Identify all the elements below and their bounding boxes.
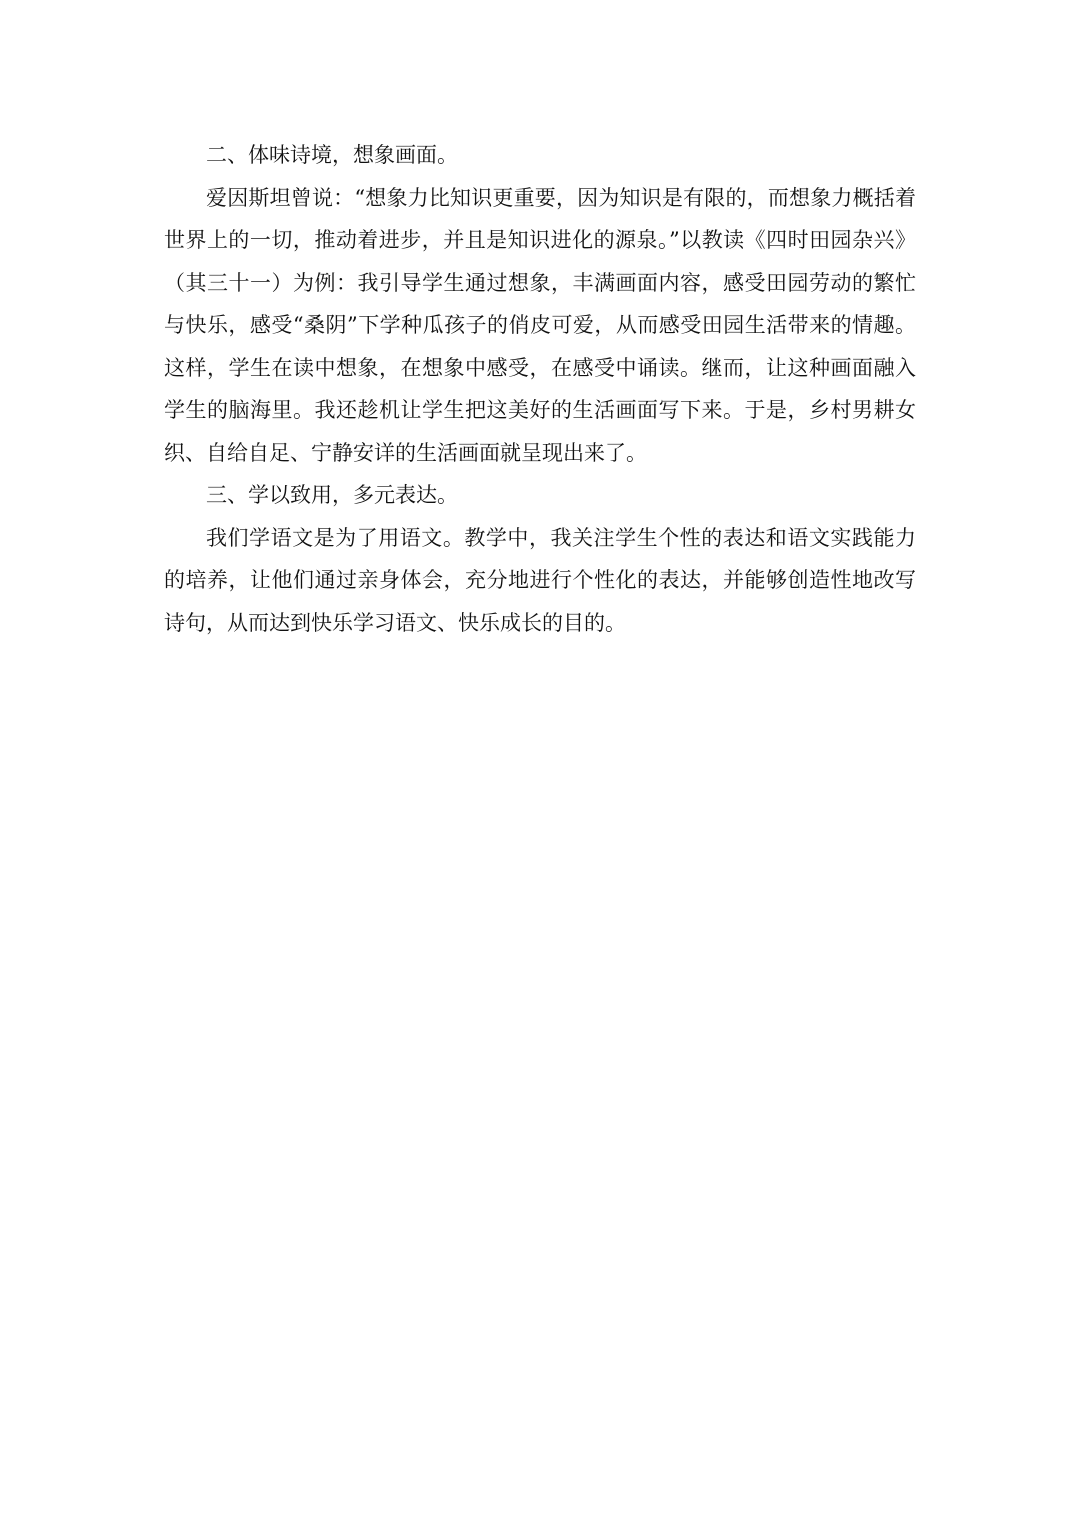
paragraph-imagination: 爱因斯坦曾说：“想象力比知识更重要，因为知识是有限的，而想象力概括着世界上的一切，推动着进步，并且是知识进化的源泉。”以教读《四时田园杂兴》（其三十一）为例：我引导学生通过想象，丰满画面内容，感受田园劳动的繁忙与快乐，感受“桑阴”下学种瓜孩子的俏皮可爱，从而感受田园生活带来的情趣。这样，学生在读中想象，在想象中感受，在感受中诵读。继而，让这种画面融入学生的脑海里。我还趁机让学生把这美好的生活画面写下来。于是，乡村男耕女织、自给自足、宁静安详的生活画面就呈现出来了。 xyxy=(164,185,916,465)
paragraph-application: 我们学语文是为了用语文。教学中，我关注学生个性的表达和语文实践能力的培养，让他们通过亲身体会，充分地进行个性化的表达，并能够创造性地改写诗句，从而达到快乐学习语文、快乐成长的目的。 xyxy=(164,525,916,635)
section-heading-3: 三、学以致用，多元表达。 xyxy=(206,483,458,507)
section-heading-2: 二、体味诗境，想象画面。 xyxy=(206,143,458,167)
document-body xyxy=(164,134,916,644)
